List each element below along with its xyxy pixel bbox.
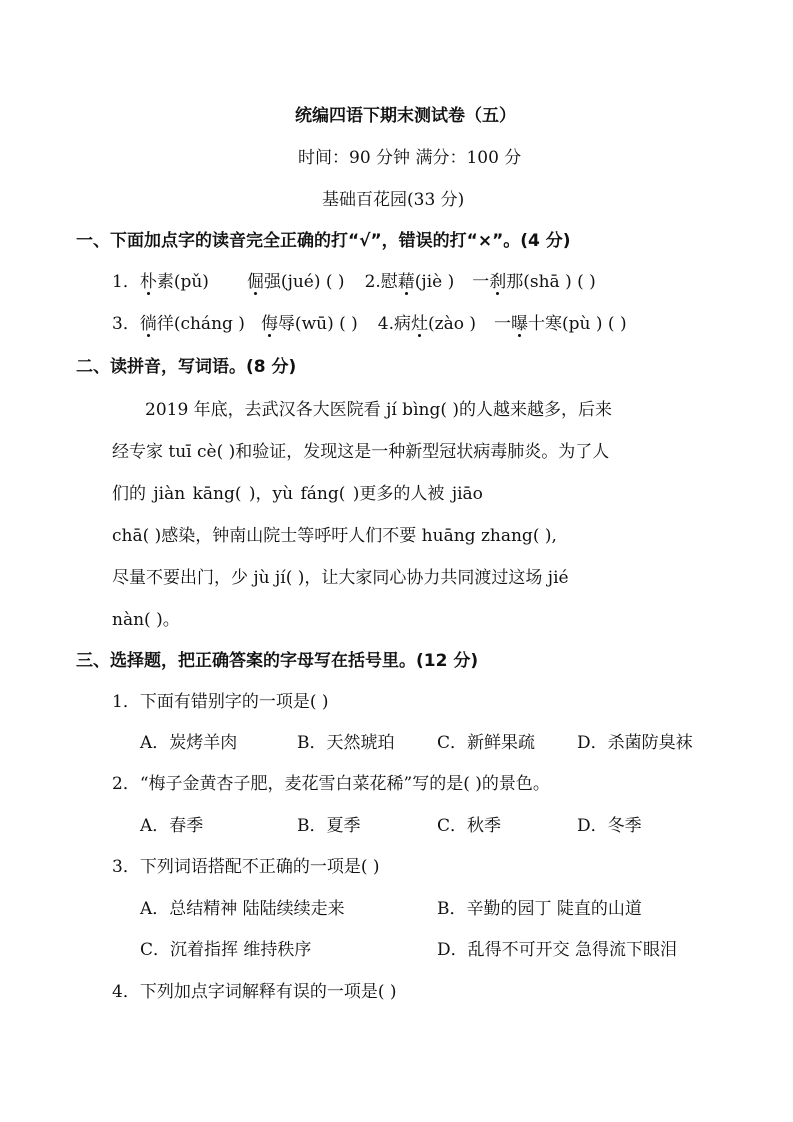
q3-heading: 三、选择题，把正确答案的字母写在括号里。(12 分) — [76, 651, 479, 671]
q1-num: 1． — [112, 272, 140, 292]
q3-option: D．杀菌防臭袜 — [577, 733, 693, 753]
q2-line: nàn( )。 — [112, 610, 180, 630]
q3-option: A．炭烤羊肉 — [140, 733, 238, 753]
q2-line: 尽量不要出门，少 jù jí( )，让大家同心协力共同渡过这场 jié — [112, 568, 569, 588]
q3-option: C．秋季 — [437, 816, 502, 836]
q3-option: A．春季 — [140, 816, 204, 836]
pinyin-item: 那(shā ) ( ) — [506, 272, 596, 292]
pinyin-item: (zào ) — [428, 314, 477, 334]
q1-row1 — [112, 270, 596, 294]
dotted-char: 藉 — [397, 272, 415, 292]
q2-line: chā( )感染，钟南山院士等呼吁人们不要 huāng zhang( ), — [112, 526, 557, 546]
q3-option: B．辛勤的园丁 陡直的山道 — [437, 899, 642, 919]
q3-option: B．夏季 — [297, 816, 361, 836]
q2-num: 4.病 — [377, 314, 412, 334]
q3-option: C．沉着指挥 维持秩序 — [140, 940, 312, 960]
q2-line: 2019 年底，去武汉各大医院看 jí bìng( )的人越来越多，后来 — [145, 400, 613, 420]
pinyin-item: (jiè ) — [414, 272, 455, 292]
q3-option: D．冬季 — [577, 816, 642, 836]
q2-line: 经专家 tuī cè( )和验证，发现这是一种新型冠状病毒肺炎。为了人 — [112, 442, 610, 462]
q2-heading: 二、读拼音，写词语。(8 分) — [76, 357, 297, 377]
dotted-char: 刹 — [489, 272, 507, 292]
q3-option: C．新鲜果疏 — [437, 733, 536, 753]
dotted-char: 灶 — [411, 314, 429, 334]
q1-num: 3． — [112, 314, 140, 334]
word-char: 一 — [494, 314, 512, 334]
q3-stem: 3．下列词语搭配不正确的一项是( ) — [112, 857, 380, 877]
part-title: 基础百花园(33 分) — [322, 190, 465, 210]
word-char: 一 — [472, 272, 490, 292]
q3-option: A．总结精神 陆陆续续走来 — [140, 899, 345, 919]
dotted-char: 侮 — [260, 314, 278, 334]
pinyin-item: 辱(wū) ( ) — [277, 314, 358, 334]
page-title: 统编四语下期末测试卷（五） — [295, 106, 516, 126]
dotted-char: 徜 — [139, 314, 157, 334]
exam-meta: 时间：90 分钟 满分：100 分 — [298, 148, 522, 168]
q3-stem: 1．下面有错别字的一项是( ) — [112, 692, 329, 712]
q1-heading: 一、下面加点字的读音完全正确的打“√”，错误的打“×”。(4 分) — [76, 231, 571, 251]
q3-stem: 2．“梅子金黄杏子肥，麦花雪白菜花稀”写的是( )的景色。 — [112, 774, 550, 794]
pinyin-item: 十寒(pù ) ( ) — [528, 314, 627, 334]
dotted-char: 曝 — [511, 314, 529, 334]
q2-line: 们的 jiàn kāng( )，yù fáng( )更多的人被 jiāo — [112, 484, 483, 504]
pinyin-item: 强(jué) ( ) — [263, 272, 345, 292]
pinyin-item: 素(pǔ) — [156, 272, 209, 292]
q1-row2 — [112, 312, 627, 336]
q3-option: D．乱得不可开交 急得流下眼泪 — [437, 940, 678, 960]
q2-num: 2.慰 — [364, 272, 398, 292]
pinyin-item: 徉(cháng ) — [156, 314, 245, 334]
dotted-char: 朴 — [139, 272, 157, 292]
q3-option: B．天然琥珀 — [297, 733, 395, 753]
dotted-char: 倔 — [246, 272, 264, 292]
q3-stem: 4．下列加点字词解释有误的一项是( ) — [112, 982, 397, 1002]
